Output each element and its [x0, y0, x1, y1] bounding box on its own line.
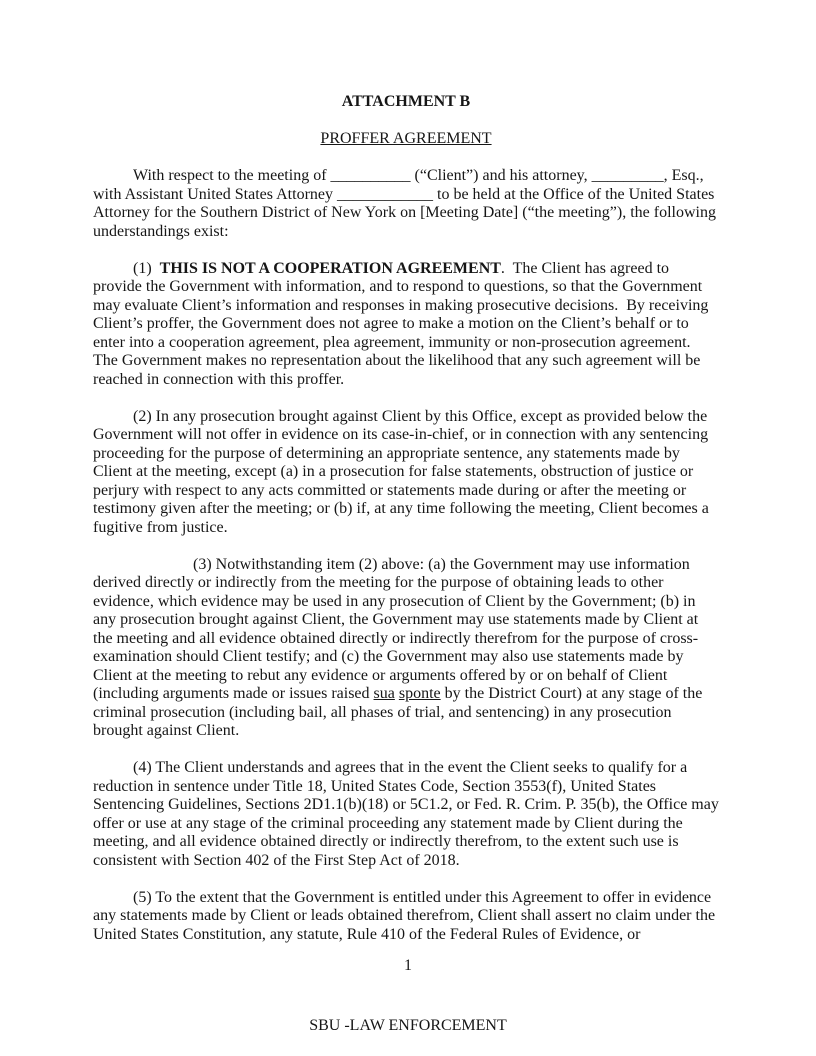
page-number: 1 [404, 957, 412, 974]
doc-subtitle-line [93, 130, 719, 149]
paragraph-3-body-start: (3) Notwithstanding item (2) above: (a) the Government may use information derived directly or indirectly from the meeting for the purpose of obtaining leads to other evidence, which evidence may be used in any prosecution of Client by the Government; (b) in any prosecution brought against Client, the Government may use statements made by Client at the meeting and all evidence obtained directly or indirectly therefrom for the purpose of cross-examination should Client testify; and (c) the Government may also use statements made by Client at the meeting to rebut any evidence or arguments offered by or on behalf of Client (including arguments made or issues raised [93, 555, 703, 702]
paragraph-4: (4) The Client understands and agrees that in the event the Client seeks to qualify for a reduction in sentence under Title 18, United States Code, Section 3553(f), United States Sentencing Guidelines, Sections 2D1.1(b)(18) or 5C1.2, or Fed. R. Crim. P. 35(b), the Office may offer or use at any stage of the criminal proceeding any statement made by Client during the meeting, and all evidence obtained directly or indirectly therefrom, to the extent such use is consistent with Section 402 of the First Step Act of 2018. [93, 759, 723, 869]
paragraph-5: (5) To the extent that the Government is entitled under this Agreement to offer in evidence any statements made by Client or leads obtained therefrom, Client shall assert no claim under the United States Constitution, any statute, Rule 410 of the Federal Rules of Evidence, or [93, 888, 720, 943]
paragraph-2: (2) In any prosecution brought against Client by this Office, except as provided below the Government will not offer in evidence on its case-in-chief, or in connection with any sentencing proceeding for the purpose of determining an appropriate sentence, any statements made by Client at the meeting, except (a) in a prosecution for false statements, obstruction of justice or perjury with respect to any acts committed or statements made during or after the meeting or testimony given after the meeting; or (b) if, at any time following the meeting, Client becomes a fugitive from justice. [93, 407, 713, 536]
paragraph-3-body-end: by the District Court) at any stage of the criminal prosecution (including bail, all phases of trial, and sentencing) in any prosecution brought against Client. [93, 685, 707, 739]
paragraph-1-number: (1) [133, 259, 160, 277]
paragraph-1 [93, 260, 719, 390]
doc-subtitle: PROFFER AGREEMENT [320, 130, 492, 147]
classification-marking: SBU -LAW ENFORCEMENT [309, 1017, 507, 1034]
intro-paragraph: With respect to the meeting of __________ (“Client”) and his attorney, _________, Esq., with Assistant United States Attorney ____________ to be held at the Office of the United States Attorney for the Southern District of New York on [Meeting Date] (“the meeting”), the following understandings exist: [93, 167, 720, 240]
paragraph-3 [93, 556, 719, 741]
paragraph-1-heading: THIS IS NOT A COOPERATION AGREEMENT [159, 259, 501, 277]
latin-term-sponte: sponte [398, 685, 441, 702]
latin-term-sua: sua [373, 685, 395, 702]
attachment-title: ATTACHMENT B [341, 93, 471, 110]
paragraph-1-body: . The Client has agreed to provide the Government with information, and to respond to questions, so that the Government may evaluate Client’s information and responses in making prosecutive decisions. By receiving Client’s proffer, the Government does not agree to make a motion on the Client’s behalf or to enter into a cooperation agreement, plea agreement, immunity or non-prosecution agreement. The Government makes no representation about the likelihood that any such agreement will be reached in connection with this proffer. [93, 259, 713, 388]
